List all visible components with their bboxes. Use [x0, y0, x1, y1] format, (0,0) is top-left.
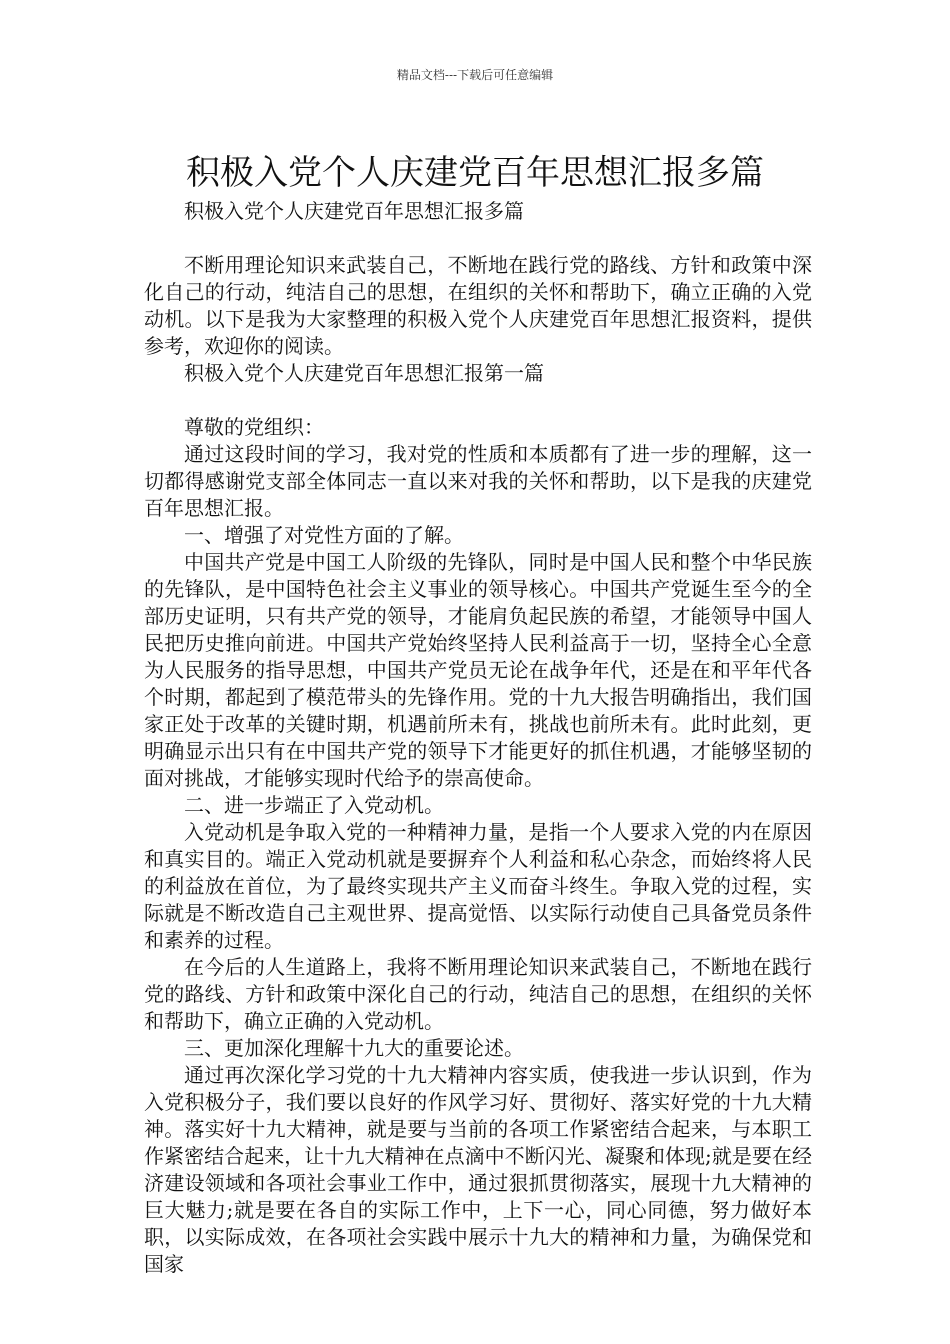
- point-heading-2: 二、进一步端正了入党动机。: [184, 793, 444, 817]
- body-paragraph: 通过再次深化学习党的十九大精神内容实质，使我进一步认识到，作为入党积极分子，我们要以良好的作风学习好、贯彻好、落实好党的十九大精神。落实好十九大精神，就是要与当前的各项工作紧密结合起来，与本职工作紧密结合起来，让十九大精神在点滴中不断闪光、凝聚和体现;就是要在经济建设领域和各项社会事业工作中，通过狠抓贯彻落实，展现十九大精神的巨大魅力;就是要在各自的实际工作中，上下一心，同心同德，努力做好本职，以实际成效，在各项社会实践中展示十九大的精神和力量，为确保党和国家: [144, 1063, 812, 1276]
- intro-paragraph: 不断用理论知识来武装自己，不断地在践行党的路线、方针和政策中深化自己的行动，纯洁自己的思想，在组织的关怀和帮助下，确立正确的入党动机。以下是我为大家整理的积极入党个人庆建党百年思想汇报资料，提供参考，欢迎你的阅读。: [144, 253, 812, 358]
- body-paragraph: 入党动机是争取入党的一种精神力量，是指一个人要求入党的内在原因和真实目的。端正入党动机就是要摒弃个人利益和私心杂念，而始终将人民的利益放在首位，为了最终实现共产主义而奋斗终生。争取入党的过程，实际就是不断改造自己主观世界、提高觉悟、以实际行动使自己具备党员条件和素养的过程。: [144, 820, 812, 952]
- body-paragraph: 在今后的人生道路上，我将不断用理论知识来武装自己，不断地在践行党的路线、方针和政策中深化自己的行动，纯洁自己的思想，在组织的关怀和帮助下，确立正确的入党动机。: [144, 955, 812, 1033]
- header-note: 精品文档---下载后可任意编辑: [396, 68, 554, 82]
- document-title: 积极入党个人庆建党百年思想汇报多篇: [186, 152, 764, 193]
- document-body: [144, 198, 812, 1278]
- body-paragraph: 中国共产党是中国工人阶级的先锋队，同时是中国人民和整个中华民族的先锋队，是中国特色社会主义事业的领导核心。中国共产党诞生至今的全部历史证明，只有共产党的领导，才能肩负起民族的希望，才能领导中国人民把历史推向前进。中国共产党始终坚持人民利益高于一切，坚持全心全意为人民服务的指导思想，中国共产党员无论在战争年代，还是在和平年代各个时期，都起到了模范带头的先锋作用。党的十九大报告明确指出，我们国家正处于改革的关键时期，机遇前所未有，挑战也前所未有。此时此刻，更明确显示出只有在中国共产党的领导下才能更好的抓住机遇，才能够坚韧的面对挑战，才能够实现时代给予的崇高使命。: [144, 550, 812, 790]
- point-heading-3: 三、更加深化理解十九大的重要论述。: [184, 1036, 524, 1060]
- point-heading-1: 一、增强了对党性方面的了解。: [184, 523, 464, 547]
- salutation: 尊敬的党组织：: [184, 415, 324, 439]
- section-heading-first: 积极入党个人庆建党百年思想汇报第一篇: [184, 361, 544, 385]
- body-paragraph: 通过这段时间的学习，我对党的性质和本质都有了进一步的理解，这一切都得感谢党支部全体同志一直以来对我的关怀和帮助，以下是我的庆建党百年思想汇报。: [144, 442, 812, 520]
- subtitle-paragraph: 积极入党个人庆建党百年思想汇报多篇: [184, 199, 524, 223]
